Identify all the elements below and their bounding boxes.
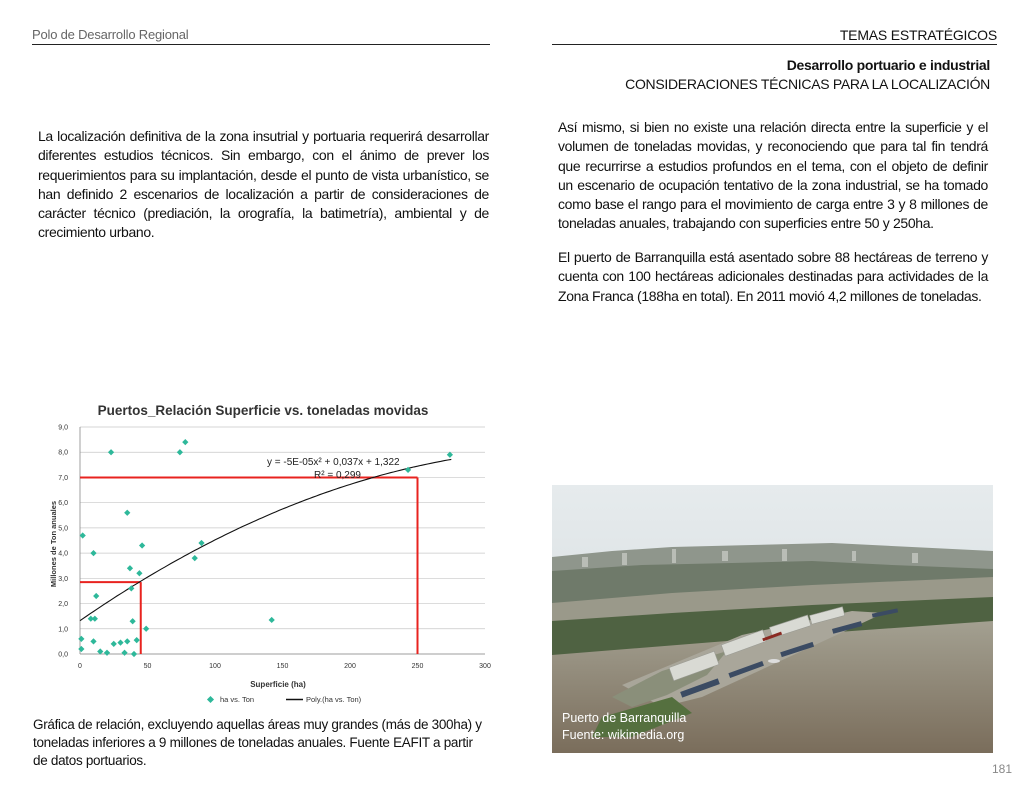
trend-curve xyxy=(80,459,451,620)
right-paragraph-2: El puerto de Barranquilla está asentado sobre 88 hectáreas de terreno y cuenta con 100 hectáreas adicionales destinadas para actividades de la Zona Franca (188ha en total). En 2011 movió 4,2 millones de toneladas. xyxy=(558,249,988,304)
data-point xyxy=(269,617,275,623)
trend-r2: R² = 0,299 xyxy=(314,470,361,481)
x-tick-label: 300 xyxy=(479,663,491,670)
legend-label-poly: Poly.(ha vs. Ton) xyxy=(306,695,362,704)
data-point xyxy=(78,636,84,642)
legend-label-points: ha vs. Ton xyxy=(220,695,255,704)
data-points xyxy=(78,439,453,657)
header-rule-left xyxy=(32,44,490,45)
data-point xyxy=(90,550,96,556)
y-tick-label: 2,0 xyxy=(58,601,68,609)
x-tick-label: 250 xyxy=(411,663,424,670)
chart-legend xyxy=(207,695,362,704)
y-tick-label: 3,0 xyxy=(58,575,68,583)
data-point xyxy=(139,542,145,548)
data-point xyxy=(121,650,127,656)
legend-marker-points xyxy=(207,696,214,703)
data-point xyxy=(117,640,123,646)
x-tick-label: 50 xyxy=(143,663,152,670)
x-tick-label: 0 xyxy=(78,663,82,670)
data-point xyxy=(136,570,142,576)
data-point xyxy=(80,532,86,538)
left-paragraph: La localización definitiva de la zona insutrial y portuaria requerirá desarrollar diferentes estudios técnicos. Sin embargo, con el ánimo de prever los requerimientos para su implantación, desde el punto de vista urbanístico, se han definido 2 escenarios de localización a partir de consideraciones de carácter técnico (prediación, la orografía, la batimetría), ambiental y de crecimiento urbano. xyxy=(38,128,489,241)
scatter-chart xyxy=(38,392,494,710)
y-tick-label: 1,0 xyxy=(58,626,68,634)
data-point xyxy=(131,651,137,657)
chart-caption: Gráfica de relación, excluyendo aquellas áreas muy grandes (más de 300ha) y toneladas inferiores a 9 millones de toneladas anuales. Fuente EAFIT a partir de datos portuarios. xyxy=(33,717,482,768)
data-point xyxy=(104,650,110,656)
x-tick-label: 100 xyxy=(209,663,221,670)
section-title: Desarrollo portuario e industrial xyxy=(786,57,990,73)
data-point xyxy=(90,638,96,644)
x-tick-label: 150 xyxy=(276,663,289,670)
y-tick-label: 4,0 xyxy=(58,550,68,558)
data-point xyxy=(111,641,117,647)
y-tick-label: 8,0 xyxy=(58,449,68,457)
data-point xyxy=(108,449,114,455)
data-point xyxy=(130,618,136,624)
data-point xyxy=(124,510,130,516)
y-tick-label: 0,0 xyxy=(58,651,68,659)
trend-curve-group xyxy=(80,459,451,620)
reference-lines xyxy=(80,477,418,654)
chart-title: Puertos_Relación Superficie vs. toneladas movidas xyxy=(97,403,429,418)
data-point xyxy=(134,637,140,643)
data-point xyxy=(92,616,98,622)
y-axis-label: Millones de Ton anuales xyxy=(49,500,58,588)
photo-caption-title: Puerto de Barranquilla xyxy=(562,711,687,725)
data-point xyxy=(143,626,149,632)
y-tick-label: 7,0 xyxy=(58,474,68,482)
data-point xyxy=(127,565,133,571)
photo-caption xyxy=(562,710,686,744)
x-axis-label: Superficie (ha) xyxy=(250,680,306,689)
header-rule-right xyxy=(552,44,997,45)
data-point xyxy=(177,449,183,455)
page-number: 181 xyxy=(991,762,1012,776)
y-tick-label: 6,0 xyxy=(58,500,68,508)
x-tick-label: 200 xyxy=(344,663,356,670)
data-point xyxy=(124,638,130,644)
right-paragraph-1: Así mismo, si bien no existe una relación directa entre la superficie y el volumen de toneladas movidas, y reconociendo que para tal fin tendrá que recurrirse a estudios profundos en el tema, con el objeto de definir un escenario de ocupación tentativo de la zona industrial, se ha tomado como base el rango para el movimiento de carga entre 3 y 8 millones de toneladas anuales, trabajando con superficies entre 50 y 250ha. xyxy=(558,119,988,232)
data-point xyxy=(78,646,84,652)
running-header-left: Polo de Desarrollo Regional xyxy=(32,27,189,42)
data-point xyxy=(192,555,198,561)
y-tick-label: 9,0 xyxy=(58,424,68,432)
chart-svg xyxy=(38,392,494,710)
data-point xyxy=(182,439,188,445)
photo-caption-source: Fuente: wikimedia.org xyxy=(562,728,685,742)
trend-equation: y = -5E-05x² + 0,037x + 1,322 xyxy=(267,457,400,468)
data-point xyxy=(93,593,99,599)
section-subtitle: CONSIDERACIONES TÉCNICAS PARA LA LOCALIZACIÓN xyxy=(625,76,990,92)
running-header-right: TEMAS ESTRATÉGICOS xyxy=(839,27,997,43)
y-tick-label: 5,0 xyxy=(58,525,68,533)
